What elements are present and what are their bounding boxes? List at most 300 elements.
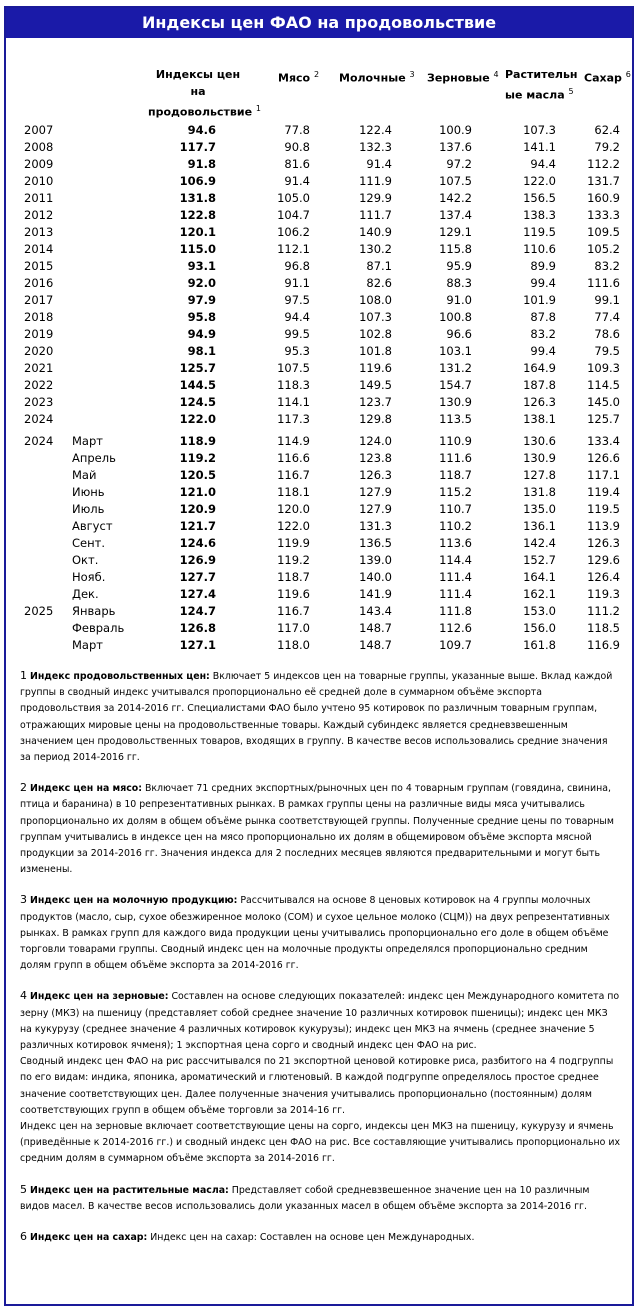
table-cell: 131.2 [439,361,472,375]
table-cell: 154.7 [439,378,472,392]
row-year: 2009 [24,157,54,171]
table-cell: 106.2 [277,225,310,239]
table-cell: 140.0 [359,570,392,584]
table-cell: 135.0 [523,502,556,516]
table-cell: 81.6 [284,157,310,171]
footnote-text: Представляет собой средневзвешенное значение цен на 10 различным видов масел. В качестве весов использовались доли указанных масел в общем объёме экспорта за 2014-2016 гг. [20,1184,590,1212]
table-cell: 118.5 [587,621,620,635]
header-dairy [339,66,415,87]
table-row [6,207,632,224]
table-row [6,394,632,411]
table-cell: 124.0 [359,434,392,448]
table-cell: 87.8 [530,310,556,324]
header-food-index-line1: Индексы цен на [155,68,241,98]
row-year: 2013 [24,225,54,239]
table-cell: 131.8 [179,191,216,205]
table-row [6,122,632,139]
table-cell: 116.7 [277,468,310,482]
header-dairy-label: Молочные [339,71,406,85]
row-year: 2022 [24,378,54,392]
row-month: Март [72,638,103,652]
table-cell: 141.9 [359,587,392,601]
table-cell: 108.0 [359,293,392,307]
table-cell: 102.8 [359,327,392,341]
table-cell: 126.9 [179,553,216,567]
footnote [20,892,620,974]
table-cell: 62.4 [594,123,620,137]
table-cell: 89.9 [530,259,556,273]
table-cell: 122.0 [179,412,216,426]
footnote-number: 4 [20,989,27,1003]
table-cell: 127.8 [523,468,556,482]
footnote-text: Включает 71 средних экспортных/рыночных цен по 4 товарным группам (говядина, свинина, птица и баранина) в 10 репрезентативных рынках. В рамках группы цены на различные виды мяса учитывались пропорционально их долям в общем объёме рынка соответствующей группы. Полученные средние цены по товарным группам учитывались в индексе цен на мясо пропорционально их долям в общемировом объёме экспорта мясной продукции за 2014-2016 гг. Значения индекса для 2 последних месяцев являются предварительными и могут быть изменены. [20,783,614,876]
table-cell: 118.7 [439,468,472,482]
footnote [20,988,620,1167]
table-cell: 83.2 [530,327,556,341]
table-cell: 121.0 [179,485,216,499]
table-cell: 126.3 [523,395,556,409]
table-cell: 123.8 [359,451,392,465]
footnote-text: Составлен на основе следующих показателей: индекс цен Международного комитета по зерну (МКЗ) на пшеницу (представляет собой среднее значение 10 различных котировок пшеницы); индекс цен МКЗ на кукурузу (среднее значение 4 различных котировок кукурузы); индекс цен МКЗ на ячмень (среднее значение 5 различных котировок ячменя); 1 экспортная цена сорго и сводный индекс цен ФАО на рис. [20,991,620,1052]
table-cell: 136.5 [359,536,392,550]
table-cell: 96.6 [446,327,472,341]
table-row [6,535,632,552]
table-cell: 99.4 [530,344,556,358]
footnotes [20,668,620,1260]
table-cell: 152.7 [523,553,556,567]
table-row [6,467,632,484]
table-cell: 93.1 [187,259,216,273]
table-cell: 156.5 [523,191,556,205]
table-cell: 144.5 [179,378,216,392]
table-cell: 120.0 [277,502,310,516]
table-row [6,343,632,360]
report-frame [4,6,634,1306]
table-cell: 103.1 [439,344,472,358]
table-cell: 91.8 [187,157,216,171]
table-cell: 119.2 [179,451,216,465]
table-cell: 130.9 [523,451,556,465]
table-cell: 119.3 [587,587,620,601]
table-cell: 98.1 [187,344,216,358]
row-year: 2015 [24,259,54,273]
row-year: 2008 [24,140,54,154]
table-row [6,411,632,428]
table-row [6,603,632,620]
footnote-ref-2: 2 [313,70,320,79]
table-cell: 78.6 [594,327,620,341]
table-cell: 112.2 [587,157,620,171]
table-row [6,484,632,501]
footnote-number: 5 [20,1182,27,1196]
table-cell: 111.4 [439,587,472,601]
table-cell: 160.9 [587,191,620,205]
table-cell: 127.9 [359,485,392,499]
table-cell: 127.1 [179,638,216,652]
header-cereals [427,66,499,87]
table-cell: 111.9 [359,174,392,188]
table-cell: 116.6 [277,451,310,465]
table-cell: 99.5 [284,327,310,341]
row-year: 2011 [24,191,54,205]
table-row [6,518,632,535]
footnote [20,1229,620,1246]
table-row [6,292,632,309]
table-cell: 129.6 [587,553,620,567]
footnote-number: 2 [20,781,27,795]
price-index-table [6,38,632,664]
table-row [6,433,632,450]
table-cell: 107.5 [439,174,472,188]
row-year: 2020 [24,344,54,358]
table-cell: 112.1 [277,242,310,256]
table-cell: 92.0 [187,276,216,290]
table-cell: 120.1 [179,225,216,239]
table-cell: 129.1 [439,225,472,239]
table-cell: 118.9 [179,434,216,448]
table-cell: 113.5 [439,412,472,426]
table-cell: 142.4 [523,536,556,550]
table-cell: 107.3 [359,310,392,324]
table-cell: 136.1 [523,519,556,533]
table-row [6,501,632,518]
row-year: 2007 [24,123,54,137]
page-title: Индексы цен ФАО на продовольствие [6,8,632,38]
table-cell: 117.1 [587,468,620,482]
row-year: 2019 [24,327,54,341]
table-cell: 110.7 [439,502,472,516]
row-month: Август [72,519,113,533]
footnote-number: 3 [20,893,27,907]
row-month: Январь [72,604,116,618]
table-cell: 126.8 [179,621,216,635]
header-sugar [584,66,631,87]
table-row [6,190,632,207]
table-cell: 99.1 [594,293,620,307]
table-cell: 116.7 [277,604,310,618]
table-row [6,450,632,467]
table-cell: 111.8 [439,604,472,618]
table-row [6,309,632,326]
footnote-ref-1: 1 [255,104,261,113]
table-cell: 100.8 [439,310,472,324]
footnote-ref-3: 3 [409,70,415,79]
footnote-ref-6: 6 [625,70,631,79]
row-year: 2023 [24,395,54,409]
table-cell: 114.4 [439,553,472,567]
table-cell: 153.0 [523,604,556,618]
footnote-text: Включает 5 индексов цен на товарные группы, указанные выше. Вклад каждой группы в сводный индекс учитывался пропорционально её средней доле в суммарном объёме экспорта продовольствия за 2014-2016 гг. Специалистами ФАО было учтено 95 котировок по различным товарным группам, отражающих мировые цены на продовольственные товары. Каждый субиндекс является средневзвешенным значением цен продовольственных товаров, входящих в группу. В качестве весов использовались средние значения за период 2014-2016 гг. [20,671,613,764]
table-cell: 126.6 [587,451,620,465]
row-month: Май [72,468,97,482]
table-row [6,224,632,241]
table-cell: 114.9 [277,434,310,448]
table-cell: 113.9 [587,519,620,533]
row-year: 2024 [24,412,54,426]
table-cell: 131.8 [523,485,556,499]
table-cell: 95.9 [446,259,472,273]
row-month: Окт. [72,553,99,567]
table-cell: 111.7 [359,208,392,222]
table-cell: 118.0 [277,638,310,652]
footnote-heading: Индекс продовольственных цен: [29,671,210,682]
table-cell: 123.7 [359,395,392,409]
row-year: 2021 [24,361,54,375]
table-cell: 115.0 [179,242,216,256]
table-cell: 91.1 [284,276,310,290]
footnote-text: Рассчитывался на основе 8 ценовых котировок на 4 группы молочных продуктов (масло, сыр, сухое обезжиренное молоко (СОМ) и сухое цельное молоко (СЦМ)) на двух репрезентативных рынках. В рамках групп для каждого вида продукции цены учитывались пропорционально его доле в общем объёме торговли товарами группы. Сводный индекс цен на молочные продукты определялся пропорционально средним долям групп в общем объёме экспорта за 2014-2016 гг. [20,895,610,972]
table-cell: 118.3 [277,378,310,392]
table-cell: 91.0 [446,293,472,307]
footnote [20,1182,620,1215]
table-cell: 113.6 [439,536,472,550]
table-cell: 187.8 [523,378,556,392]
table-cell: 124.7 [179,604,216,618]
table-cell: 120.5 [179,468,216,482]
table-cell: 129.8 [359,412,392,426]
table-row [6,173,632,190]
table-cell: 82.6 [366,276,392,290]
row-month: Сент. [72,536,105,550]
header-meat-label: Мясо [278,71,311,85]
table-cell: 91.4 [284,174,310,188]
table-cell: 118.7 [277,570,310,584]
table-cell: 90.8 [284,140,310,154]
footnote-paragraph: Индекс цен на зерновые включает соответствующие цены на сорго, индексы цен МКЗ на пшеницу, кукурузу и ячмень (приведённые к 2014-2016 гг.) и сводный индекс цен ФАО на рис. Все составляющие учитывались пропорционально их средним долям в суммарном объёме экспорта за 2014-2016 гг. [20,1121,621,1165]
footnote-ref-5: 5 [568,87,574,96]
table-cell: 117.7 [179,140,216,154]
table-row [6,360,632,377]
table-row [6,377,632,394]
table-cell: 95.3 [284,344,310,358]
table-cell: 119.9 [277,536,310,550]
table-cell: 117.0 [277,621,310,635]
header-vegoils-line1: Растительн [505,68,578,81]
table-cell: 140.9 [359,225,392,239]
table-row [6,637,632,654]
table-row [6,241,632,258]
footnote-heading: Индекс цен на растительные масла: [29,1184,229,1196]
table-cell: 100.9 [439,123,472,137]
table-cell: 91.4 [366,157,392,171]
row-month: Февраль [72,621,125,635]
footnote-heading: Индекс цен на молочную продукцию: [29,895,238,907]
table-cell: 121.7 [179,519,216,533]
table-cell: 94.9 [187,327,216,341]
row-year: 2018 [24,310,54,324]
table-cell: 111.6 [439,451,472,465]
table-cell: 97.9 [187,293,216,307]
table-cell: 124.6 [179,536,216,550]
table-cell: 117.3 [277,412,310,426]
footnote-ref-4: 4 [493,70,499,79]
header-cereals-label: Зерновые [427,71,490,85]
footnote-number: 6 [20,1230,27,1244]
footnote [20,780,620,878]
table-cell: 88.3 [446,276,472,290]
footnote-heading: Индекс цен на сахар: [29,1232,148,1244]
table-cell: 104.7 [277,208,310,222]
table-cell: 101.9 [523,293,556,307]
table-cell: 96.8 [284,259,310,273]
row-year: 2012 [24,208,54,222]
table-cell: 107.5 [277,361,310,375]
table-cell: 120.9 [179,502,216,516]
table-cell: 94.4 [530,157,556,171]
table-row [6,552,632,569]
table-cell: 127.7 [179,570,216,584]
table-cell: 77.8 [284,123,310,137]
row-year: 2010 [24,174,54,188]
row-month: Апрель [72,451,116,465]
table-cell: 94.6 [187,123,216,137]
footnote-heading: Индекс цен на мясо: [29,783,142,795]
table-cell: 156.0 [523,621,556,635]
table-cell: 119.6 [359,361,392,375]
table-cell: 148.7 [359,621,392,635]
table-cell: 95.8 [187,310,216,324]
table-cell: 131.7 [587,174,620,188]
header-food-index-line2: продовольствие [148,105,253,119]
table-cell: 110.9 [439,434,472,448]
table-cell: 162.1 [523,587,556,601]
table-cell: 119.6 [277,587,310,601]
table-row [6,156,632,173]
table-row [6,586,632,603]
table-cell: 161.8 [523,638,556,652]
table-cell: 111.4 [439,570,472,584]
header-sugar-label: Сахар [584,71,622,85]
table-row [6,275,632,292]
header-vegoils-line2: ые масла [505,88,565,102]
table-cell: 122.0 [277,519,310,533]
table-cell: 130.6 [523,434,556,448]
table-cell: 164.1 [523,570,556,584]
table-cell: 116.9 [587,638,620,652]
table-cell: 83.2 [594,259,620,273]
table-cell: 112.6 [439,621,472,635]
table-cell: 99.4 [530,276,556,290]
row-month: Дек. [72,587,99,601]
table-cell: 105.2 [587,242,620,256]
table-cell: 97.2 [446,157,472,171]
header-food-index [148,66,261,121]
table-cell: 125.7 [587,412,620,426]
table-cell: 110.2 [439,519,472,533]
table-row [6,569,632,586]
table-cell: 119.2 [277,553,310,567]
table-cell: 133.3 [587,208,620,222]
table-cell: 77.4 [594,310,620,324]
table-cell: 142.2 [439,191,472,205]
table-cell: 79.5 [594,344,620,358]
table-cell: 126.3 [359,468,392,482]
table-cell: 131.3 [359,519,392,533]
row-month: Июль [72,502,105,516]
table-cell: 119.5 [587,502,620,516]
table-row [6,326,632,343]
table-cell: 127.4 [179,587,216,601]
table-cell: 122.0 [523,174,556,188]
table-cell: 118.1 [277,485,310,499]
table-cell: 114.5 [587,378,620,392]
row-year: 2025 [24,604,54,618]
table-cell: 109.5 [587,225,620,239]
table-cell: 130.2 [359,242,392,256]
header-meat [278,66,319,87]
footnote [20,668,620,766]
table-cell: 119.4 [587,485,620,499]
table-cell: 126.4 [587,570,620,584]
row-year: 2024 [24,434,54,448]
table-cell: 149.5 [359,378,392,392]
table-cell: 115.2 [439,485,472,499]
table-cell: 122.4 [359,123,392,137]
table-cell: 97.5 [284,293,310,307]
row-month: Нояб. [72,570,106,584]
row-year: 2014 [24,242,54,256]
row-year: 2017 [24,293,54,307]
table-cell: 129.9 [359,191,392,205]
header-vegoils [505,66,578,104]
row-month: Июнь [72,485,105,499]
table-cell: 133.4 [587,434,620,448]
table-cell: 127.9 [359,502,392,516]
table-cell: 164.9 [523,361,556,375]
table-cell: 132.3 [359,140,392,154]
table-cell: 114.1 [277,395,310,409]
table-cell: 138.3 [523,208,556,222]
table-cell: 119.5 [523,225,556,239]
table-cell: 109.7 [439,638,472,652]
table-cell: 137.4 [439,208,472,222]
footnote-text: Индекс цен на сахар: Составлен на основе цен Международных. [150,1232,475,1244]
table-cell: 110.6 [523,242,556,256]
table-cell: 101.8 [359,344,392,358]
table-cell: 148.7 [359,638,392,652]
table-row [6,620,632,637]
table-cell: 107.3 [523,123,556,137]
table-row [6,258,632,275]
table-cell: 105.0 [277,191,310,205]
table-cell: 106.9 [179,174,216,188]
row-month: Март [72,434,103,448]
table-cell: 143.4 [359,604,392,618]
table-cell: 141.1 [523,140,556,154]
footnote-heading: Индекс цен на зерновые: [29,991,169,1003]
table-cell: 79.2 [594,140,620,154]
table-cell: 115.8 [439,242,472,256]
table-cell: 126.3 [587,536,620,550]
table-cell: 137.6 [439,140,472,154]
table-cell: 139.0 [359,553,392,567]
table-cell: 125.7 [179,361,216,375]
table-cell: 145.0 [587,395,620,409]
table-cell: 94.4 [284,310,310,324]
table-cell: 122.8 [179,208,216,222]
table-cell: 109.3 [587,361,620,375]
table-cell: 138.1 [523,412,556,426]
footnote-paragraph: Сводный индекс цен ФАО на рис рассчитывался по 21 экспортной ценовой котировке риса, разбитого на 4 подгруппы по его видам: индика, японика, ароматический и глютеновый. В каждой подгруппе определялось простое среднее значение соответствующих цен. Далее полученные значения учитывались пропорционально (постоянным) долям соответствующих групп в общем объёме торговли за 2014-16 гг. [20,1056,614,1116]
row-year: 2016 [24,276,54,290]
table-cell: 130.9 [439,395,472,409]
footnote-number: 1 [20,669,27,682]
table-cell: 87.1 [366,259,392,273]
table-cell: 124.5 [179,395,216,409]
table-cell: 111.6 [587,276,620,290]
table-row [6,139,632,156]
table-cell: 111.2 [587,604,620,618]
